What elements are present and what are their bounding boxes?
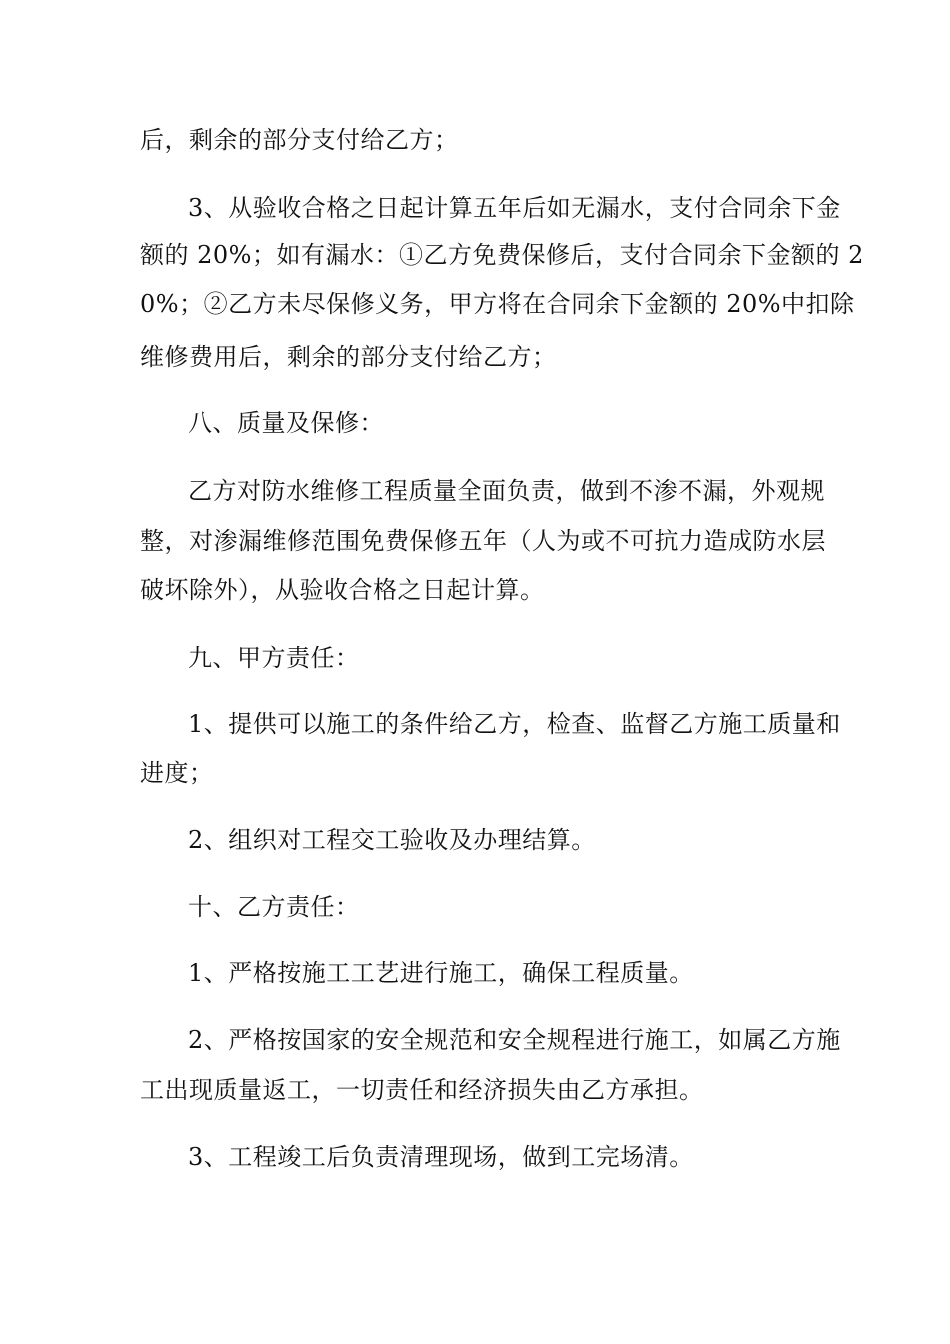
- text-line: 后，剩余的部分支付给乙方；: [140, 126, 459, 154]
- section-heading: 九、甲方责任：: [188, 644, 360, 672]
- section-heading: 八、质量及保修：: [188, 409, 384, 437]
- text-line: 额的 20%；如有漏水：①乙方免费保修后，支付合同余下金额的 2: [140, 241, 864, 269]
- text-line: 0%；②乙方未尽保修义务，甲方将在合同余下金额的 20%中扣除: [140, 290, 855, 318]
- text-line: 整，对渗漏维修范围免费保修五年（人为或不可抗力造成防水层: [140, 527, 826, 555]
- text-line: 工出现质量返工，一切责任和经济损失由乙方承担。: [140, 1076, 704, 1104]
- text-line: 3、从验收合格之日起计算五年后如无漏水，支付合同余下金: [188, 194, 841, 222]
- text-line: 破坏除外），从验收合格之日起计算。: [140, 576, 545, 604]
- text-line: 1、严格按施工工艺进行施工，确保工程质量。: [188, 959, 694, 987]
- text-line: 2、严格按国家的安全规范和安全规程进行施工，如属乙方施: [188, 1026, 841, 1054]
- text-line: 1、提供可以施工的条件给乙方，检查、监督乙方施工质量和: [188, 710, 841, 738]
- text-line: 3、工程竣工后负责清理现场，做到工完场清。: [188, 1143, 694, 1171]
- text-line: 维修费用后，剩余的部分支付给乙方；: [140, 343, 557, 371]
- text-line: 进度；: [140, 759, 214, 787]
- text-line: 2、组织对工程交工验收及办理结算。: [188, 826, 596, 854]
- section-heading: 十、乙方责任：: [188, 893, 360, 921]
- text-line: 乙方对防水维修工程质量全面负责，做到不渗不漏，外观规: [188, 477, 825, 505]
